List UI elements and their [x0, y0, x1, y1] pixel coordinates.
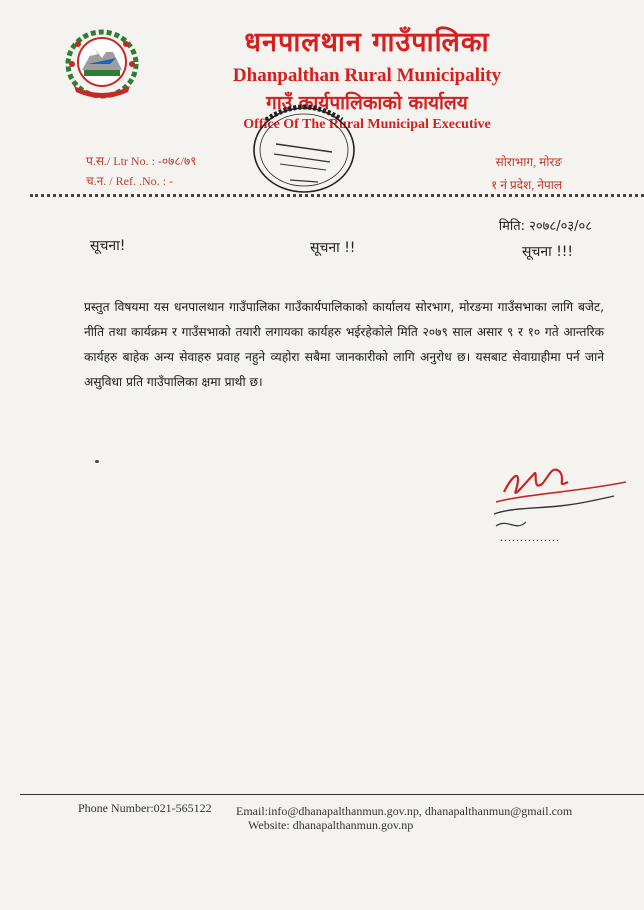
footer-website[interactable]: Website: dhanapalthanmun.gov.np	[248, 818, 414, 832]
footer-email[interactable]: Email:info@dhanapalthanmun.gov.np, dhanapalthanmun@gmail.com	[236, 804, 573, 818]
signature-line: ...............	[500, 530, 560, 544]
paper-speck	[95, 460, 99, 463]
nepal-emblem-icon	[60, 24, 144, 104]
office-stamp	[246, 100, 362, 200]
notice-heading-1: सूचना!	[90, 238, 126, 254]
footer-divider	[20, 794, 644, 795]
location-line-1: सोराभाग, मोरङ	[495, 155, 562, 169]
letter-number: प.स./ Ltr No. : -०७८/७९	[86, 154, 197, 168]
notice-heading-2: सूचना !!	[310, 240, 356, 256]
notice-paragraph: प्रस्तुत विषयमा यस धनपालथान गाउँपालिका गाउँकार्यपालिकाको कार्यालय सोरभाग, मोरङमा गाउँसभाका लागि बजेट, नीति तथा कार्यक्रम र गाउँसभाको तयारी लगायका कार्यहरु भईरहेकोले मिति २०७९ साल असार ९ र १० गते आन्तरिक कार्यहरु बाहेक अन्य सेवाहरु प्रवाह नहुने व्यहोरा सबैमा जानकारीको लागि अनुरोध छ। यसबाट सेवाग्राहीमा पर्न जाने असुविधा प्रति गाउँपालिका क्षमा प्राथी छ।	[84, 300, 604, 389]
footer-phone: Phone Number:021-565122	[78, 801, 212, 815]
notice-heading-3: सूचना !!!	[522, 244, 574, 260]
office-title-english: Office Of The Rural Municipal Executive	[243, 117, 491, 132]
office-title-nepali: गाउँ कार्यपालिकाको कार्यालय	[266, 92, 468, 114]
location-line-2: १ नं प्रदेश, नेपाल	[491, 178, 562, 192]
municipality-title-nepali: धनपालथान गाउँपालिका	[244, 27, 490, 58]
reference-number: च.न. / Ref. .No. : -	[86, 174, 173, 188]
header-divider	[30, 194, 644, 197]
letter-date: मिति: २०७८/०३/०८	[498, 219, 592, 234]
notice-body	[84, 295, 604, 395]
municipality-title-english: Dhanpalthan Rural Municipality	[232, 65, 502, 86]
